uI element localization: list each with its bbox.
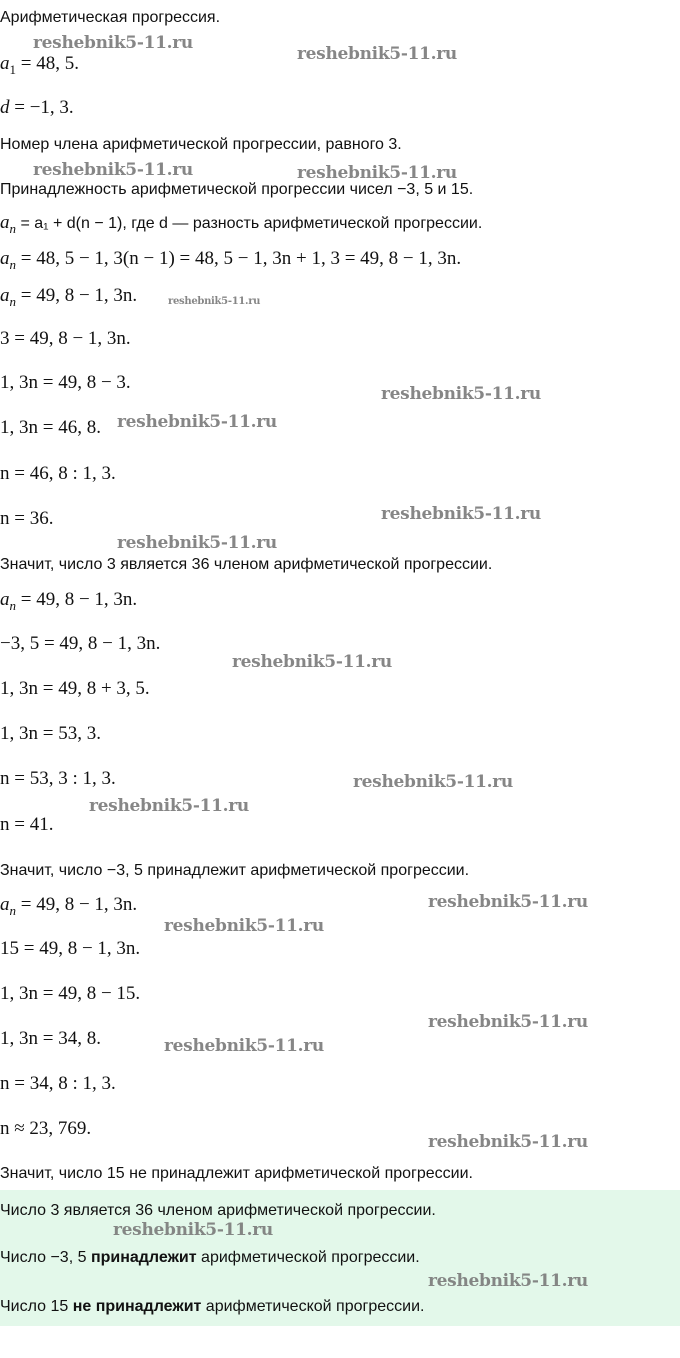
- task-1: Номер члена арифметической прогрессии, равного 3.: [0, 136, 402, 153]
- step3-an: $a_n = 49$, 8 − 1, 3n.: [0, 894, 138, 918]
- step3-line-2: 1, 3n = 49, 8 − 15.: [0, 983, 141, 1004]
- answer-line-3: [0, 1297, 424, 1317]
- formula-substituted: $a_n = 48$, 5 − 1, 3(n − 1) = 48, 5 − 1, 3n + 1, 3 = 49, 8 − 1, 3n.: [0, 248, 462, 272]
- watermark: reshebnik5-11.ru: [381, 504, 541, 524]
- watermark: reshebnik5-11.ru: [428, 1132, 588, 1152]
- formula-substituted-text: = 48, 5 − 1, 3(n − 1) = 48, 5 − 1, 3n + 1, 3 = 49, 8 − 1, 3n.: [20, 248, 462, 269]
- watermark: reshebnik5-11.ru: [89, 796, 249, 816]
- step2-conclusion: Значит, число −3, 5 принадлежит арифметической прогрессии.: [0, 862, 470, 879]
- watermark: reshebnik5-11.ru: [353, 772, 513, 792]
- answer-line-3-before: Число 15: [0, 1298, 73, 1315]
- watermark: reshebnik5-11.ru: [117, 533, 277, 553]
- step1-line-2: 1, 3n = 49, 8 − 3.: [0, 372, 131, 393]
- given-d-value: = −1, 3.: [14, 97, 74, 118]
- answer-line-2-after: арифметической прогрессии.: [196, 1249, 420, 1266]
- answer-box: [0, 1190, 680, 1326]
- step2-line-4: n = 53, 3 : 1, 3.: [0, 768, 116, 789]
- task-2: Принадлежность арифметической прогрессии чисел −3, 5 и 15.: [0, 181, 474, 198]
- step3-conclusion: Значит, число 15 не принадлежит арифметической прогрессии.: [0, 1165, 473, 1182]
- watermark: reshebnik5-11.ru: [164, 916, 324, 936]
- watermark: reshebnik5-11.ru: [33, 33, 193, 53]
- step2-line-5: n = 41.: [0, 814, 54, 835]
- step3-an-text: = 49, 8 − 1, 3n.: [20, 894, 138, 915]
- watermark: reshebnik5-11.ru: [297, 163, 457, 183]
- watermark: reshebnik5-11.ru: [297, 44, 457, 64]
- watermark: reshebnik5-11.ru: [428, 1012, 588, 1032]
- given-a1-value: 48, 5.: [36, 53, 79, 74]
- watermark: reshebnik5-11.ru: [232, 652, 392, 672]
- step1-line-1: 3 = 49, 8 − 1, 3n.: [0, 328, 131, 349]
- watermark: reshebnik5-11.ru: [381, 384, 541, 404]
- answer-line-2-bold: принадлежит: [90, 1249, 197, 1266]
- step2-an-text: = 49, 8 − 1, 3n.: [20, 589, 138, 610]
- step1-line-4: n = 46, 8 : 1, 3.: [0, 463, 116, 484]
- step2-an: $a_n = 49$, 8 − 1, 3n.: [0, 589, 138, 613]
- formula-result: $a_n = 49$, 8 − 1, 3n.: [0, 285, 138, 309]
- answer-line-3-bold: не принадлежит: [72, 1298, 202, 1315]
- watermark: reshebnik5-11.ru: [33, 160, 193, 180]
- answer-line-3-after: арифметической прогрессии.: [201, 1298, 425, 1315]
- watermark: reshebnik5-11.ru: [428, 892, 588, 912]
- formula-general: $a_n = a_1 + d(n - 1)$, где d — разность арифметической прогрессии.: [0, 212, 483, 236]
- step3-line-4: n = 34, 8 : 1, 3.: [0, 1073, 116, 1094]
- watermark: reshebnik5-11.ru: [428, 1271, 588, 1291]
- step2-line-2: 1, 3n = 49, 8 + 3, 5.: [0, 678, 150, 699]
- formula-general-text: = a₁ + d(n − 1), где d — разность арифметической прогрессии.: [20, 215, 483, 232]
- answer-line-2: [0, 1248, 420, 1268]
- formula-result-text: = 49, 8 − 1, 3n.: [20, 285, 138, 306]
- step3-line-3: 1, 3n = 34, 8.: [0, 1028, 101, 1049]
- step2-line-3: 1, 3n = 53, 3.: [0, 723, 101, 744]
- step3-line-1: 15 = 49, 8 − 1, 3n.: [0, 938, 141, 959]
- watermark: reshebnik5-11.ru: [168, 296, 261, 307]
- watermark: reshebnik5-11.ru: [117, 412, 277, 432]
- watermark: reshebnik5-11.ru: [113, 1220, 273, 1240]
- step1-line-3: 1, 3n = 46, 8.: [0, 417, 101, 438]
- step2-line-1: −3, 5 = 49, 8 − 1, 3n.: [0, 633, 161, 654]
- watermark: reshebnik5-11.ru: [164, 1036, 324, 1056]
- given-a1: $a_1 = 48$, 5.: [0, 53, 79, 77]
- step1-conclusion: Значит, число 3 является 36 членом арифметической прогрессии.: [0, 556, 493, 573]
- step3-line-5: n ≈ 23, 769.: [0, 1118, 92, 1139]
- page-title: Арифметическая прогрессия.: [0, 9, 221, 26]
- answer-line-1: Число 3 является 36 членом арифметической прогрессии.: [0, 1202, 436, 1219]
- given-d: d = −1, 3.: [0, 97, 74, 118]
- answer-line-2-before: Число −3, 5: [0, 1249, 91, 1266]
- step1-line-5: n = 36.: [0, 508, 54, 529]
